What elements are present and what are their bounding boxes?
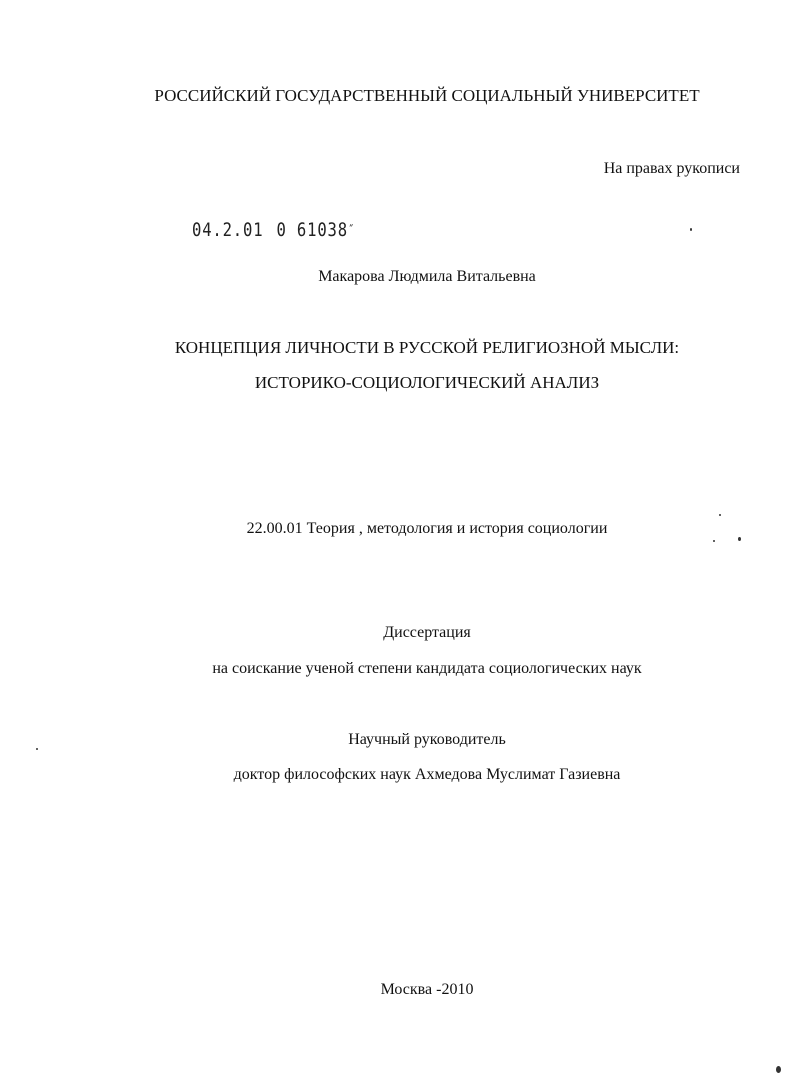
scan-speck [776, 1066, 781, 1073]
stamp-part-1: 04.2.01 [192, 219, 264, 241]
scan-speck [36, 748, 38, 750]
scan-speck [713, 540, 715, 542]
registration-stamp [192, 218, 355, 242]
title-line-1: КОНЦЕПЦИЯ ЛИЧНОСТИ В РУССКОЙ РЕЛИГИОЗНОЙ МЫСЛИ: [174, 338, 680, 357]
stamp-part-2: 0 61038 [276, 219, 348, 241]
supervisor-name: доктор философских наук Ахмедова Муслимат Газиевна [233, 766, 621, 783]
stamp-mark: ˝ [347, 223, 355, 237]
rights-note: На правах рукописи [603, 160, 740, 177]
work-type: Диссертация [383, 624, 471, 641]
author-name: Макарова Людмила Витальевна [318, 268, 536, 285]
city-year: Москва -2010 [380, 981, 474, 998]
degree-line: на соискание ученой степени кандидата социологических наук [212, 660, 642, 677]
specialty-code: 22.00.01 Теория , методология и история социологии [246, 520, 608, 537]
scan-speck [690, 228, 692, 231]
scan-speck [719, 514, 721, 516]
scan-speck [738, 537, 741, 541]
supervisor-label: Научный руководитель [348, 731, 506, 748]
university-name: РОССИЙСКИЙ ГОСУДАРСТВЕННЫЙ СОЦИАЛЬНЫЙ УНИВЕРСИТЕТ [154, 86, 700, 105]
title-line-2: ИСТОРИКО-СОЦИОЛОГИЧЕСКИЙ АНАЛИЗ [254, 373, 600, 392]
